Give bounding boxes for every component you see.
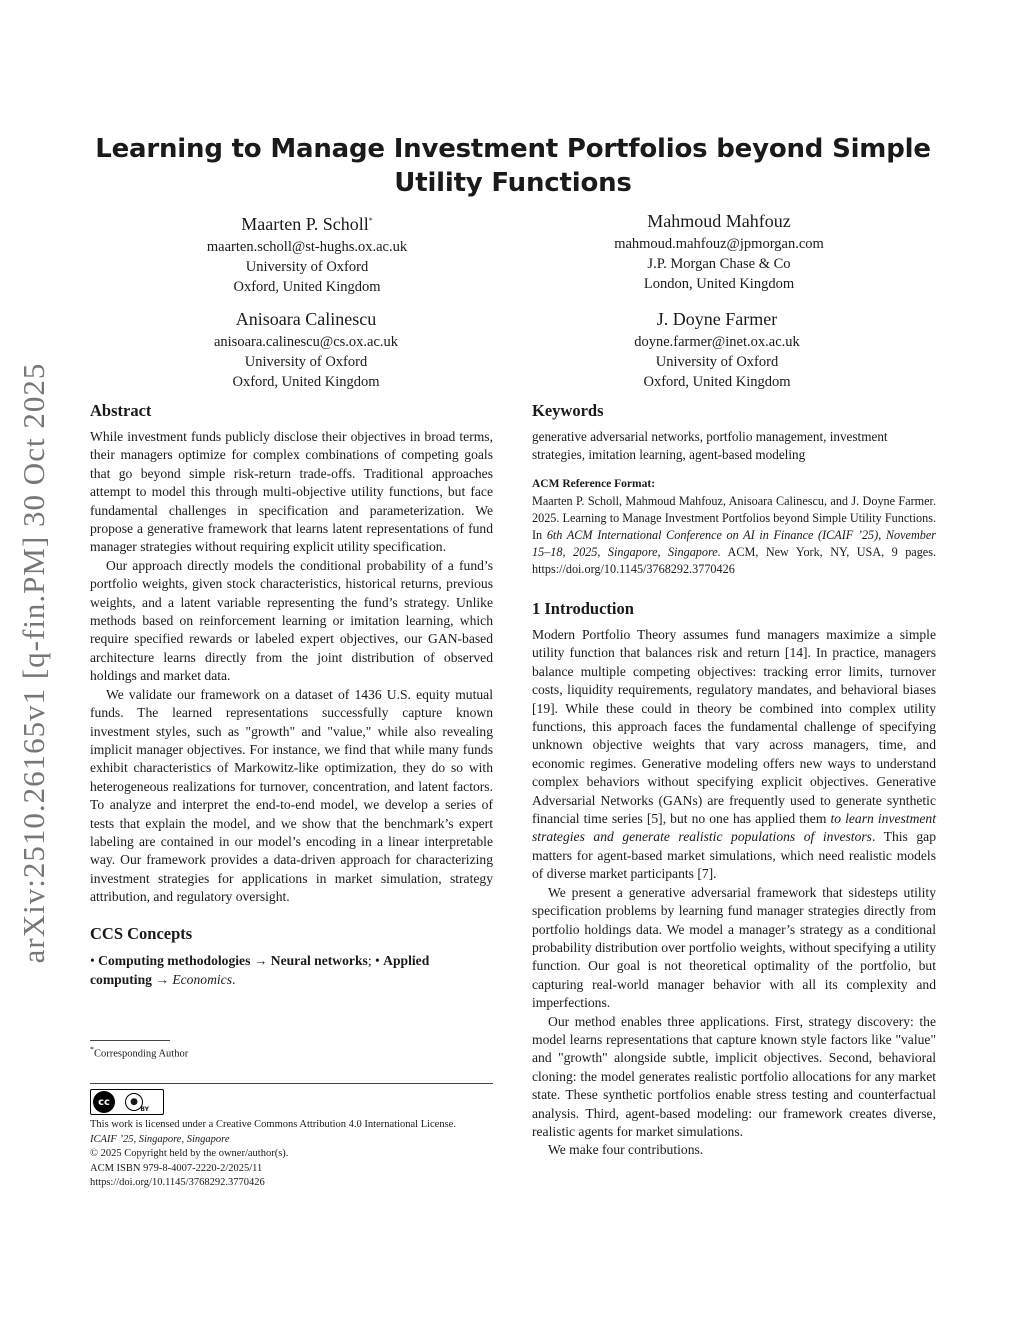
- bullet: •: [375, 952, 380, 968]
- copyright-line: © 2025 Copyright held by the owner/author(s).: [90, 1148, 289, 1159]
- isbn-line: ACM ISBN 979-8-4007-2220-2/2025/11: [90, 1162, 263, 1174]
- bullet: •: [90, 952, 95, 968]
- doi-link[interactable]: https://doi.org/10.1145/3768292.3770426: [90, 1177, 265, 1188]
- ccs-term: Neural networks: [270, 952, 368, 968]
- license-text: This work is licensed under a Creative Commons Attribution 4.0 International License.: [90, 1119, 456, 1130]
- author-location: London, United Kingdom: [643, 276, 795, 292]
- ccs-term: Applied computing: [90, 952, 430, 987]
- author-email: anisoara.calinescu@cs.ox.ac.uk: [213, 334, 399, 350]
- author-name: Mahmoud Mahfouz: [647, 211, 791, 231]
- intro-paragraph: Our method enables three applications. First, strategy discovery: the model learns representations that capture known style factors like "value" and "growth" alongside subtle, implicit objectives. Second, behavioral cloning: the model generates realistic portfolio allocations for any market state. These synthetic portfolios enable stress testing and counterfactual analysis. Third, agent-based modeling: our framework creates diverse, realistic agents for market simulations.: [532, 1013, 936, 1139]
- author-email: maarten.scholl@st-hughs.ox.ac.uk: [206, 239, 408, 255]
- ccs-term: Computing methodologies: [98, 952, 251, 968]
- keywords-heading: Keywords: [532, 401, 604, 420]
- acm-reference: [532, 476, 936, 578]
- right-column: [532, 400, 936, 1160]
- intro-paragraph: We present a generative adversarial framework that sidesteps utility specification problems by learning fund manager strategies directly from portfolio holdings data. We model a manager’s strategy as a conditional probability distribution over portfolio weights, without specifying a utility function. Our goal is not theoretical optimality of the portfolio, but capturing real-world manager behavior with all its complexity and imperfections.: [532, 884, 936, 1011]
- arrow-icon: →: [253, 952, 268, 968]
- abstract-paragraph: While investment funds publicly disclose their objectives in broad terms, their managers optimize for complex combinations of competing goals that go beyond simple risk-return trade-offs. Traditional approaches attempt to model this through multi-objective utility functions, but face fundamental challenges in specification and parameterization. We propose a generative framework that learns latent representations of fund manager strategies without requiring explicit utility specification.: [90, 429, 493, 555]
- acm-reference-text: Maarten P. Scholl, Mahmoud Mahfouz, Anisoara Calinescu, and J. Doyne Farmer. 2025. Learning to Manage Investment Portfolios beyond Simple Utility Functions. In 6th ACM International Conference on AI in Finance (ICAIF ’25), November 15–18, 2025, Singapore, Singapore. ACM, New York, NY, USA, 9 pages. https://doi.org/10.1145/3768292.3770426: [532, 494, 937, 576]
- author-location: Oxford, United Kingdom: [232, 374, 380, 390]
- arrow-icon: →: [155, 971, 169, 987]
- license-rule: [90, 1083, 493, 1084]
- author-affiliation: J.P. Morgan Chase & Co: [647, 256, 791, 272]
- author-affiliation: University of Oxford: [244, 354, 368, 370]
- left-column: [90, 400, 493, 989]
- author-affiliation: University of Oxford: [245, 259, 369, 275]
- corresponding-mark: *: [368, 216, 373, 225]
- author-email: doyne.farmer@inet.ox.ac.uk: [634, 334, 800, 350]
- author-block: [157, 208, 457, 297]
- ccs-term: Economics: [172, 971, 232, 987]
- cc-by-license-badge: [90, 1089, 164, 1115]
- footnote: *Corresponding Author: [90, 1045, 189, 1060]
- ccs-heading: CCS Concepts: [90, 923, 193, 943]
- author-block: [569, 208, 869, 294]
- person-icon: ●: [125, 1093, 143, 1111]
- abstract-paragraph: We validate our framework on a dataset of 1436 U.S. equity mutual funds. The learned representations successfully capture known investment styles, such as "growth" and "value," while also revealing implicit manager objectives. For instance, we find that while many funds exhibit characteristics of Markowitz-like optimization, they do so with heterogeneous realizations for turnover, concentration, and latent factors. To analyze and interpret the end-to-end model, we develop a series of tests that explain the model, and we show that the benchmark’s expert labeling are contained in our model’s encoding in a linear interpretable way. Our framework provides a data-driven approach for characterizing investment strategies for applications in market simulation, strategy attribution, and regulatory oversight.: [90, 686, 493, 905]
- arxiv-sidebar-stamp: arXiv:2510.26165v1 [q-fin.PM] 30 Oct 2025: [16, 362, 51, 964]
- paper-title: Learning to Manage Investment Portfolios beyond Simple Utility Functions: [95, 134, 931, 198]
- author-name: J. Doyne Farmer: [656, 309, 778, 329]
- conference-line: ICAIF ’25, Singapore, Singapore: [90, 1133, 230, 1145]
- author-name: Anisoara Calinescu: [235, 309, 377, 329]
- acm-reference-heading: ACM Reference Format:: [532, 478, 656, 490]
- cc-icon: cc: [93, 1091, 115, 1113]
- intro-paragraph: Modern Portfolio Theory assumes fund managers maximize a simple utility function that balances risk and return [14]. In practice, managers balance multiple competing objectives: tracking error limits, turnover costs, liquidity requirements, regulatory mandates, and behavioral biases [19]. While these could in theory be combined into complex utility functions, this approach faces the fundamental challenge of specifying unknown objective weights that vary across managers, time, and economic regimes. Generative modeling offers new ways to understand complex behaviors without specifying explicit objectives. Generative Adversarial Networks (GANs) are frequently used to generate synthetic financial time series [5], but no one has applied them to learn investment strategies and generate realistic populations of investors. This gap matters for agent-based market simulations, which need realistic models of diverse market participants [7].: [532, 627, 936, 882]
- author-location: Oxford, United Kingdom: [233, 279, 381, 295]
- keywords-text: generative adversarial networks, portfolio management, investment strategies, imitation learning, agent-based modeling: [532, 429, 888, 462]
- footnote-rule: [90, 1040, 170, 1041]
- author-email: mahmoud.mahfouz@jpmorgan.com: [614, 236, 824, 252]
- ccs-concepts: • Computing methodologies → Neural networks; • Applied computing → Economics.: [90, 952, 430, 987]
- by-label: BY: [140, 1106, 149, 1113]
- author-block: [156, 306, 456, 392]
- license-block: [90, 1118, 500, 1191]
- intro-paragraph: We make four contributions.: [548, 1142, 704, 1158]
- author-name: Maarten P. Scholl: [241, 214, 369, 234]
- author-affiliation: University of Oxford: [655, 354, 779, 370]
- author-block: [567, 306, 867, 392]
- abstract-heading: Abstract: [90, 401, 152, 420]
- abstract-paragraph: Our approach directly models the conditional probability of a fund’s portfolio weights, given stock characteristics, historical returns, previous weights, and a latent variable representing the fund’s strategy. Unlike methods based on reinforcement learning or imitation learning, which require specified rewards or labeled expert objectives, our GAN-based architecture learns directly from the joint distribution of observed holdings and market data.: [90, 557, 493, 684]
- author-location: Oxford, United Kingdom: [643, 374, 791, 390]
- footnote-text: Corresponding Author: [94, 1048, 189, 1060]
- introduction-heading: 1 Introduction: [532, 599, 634, 618]
